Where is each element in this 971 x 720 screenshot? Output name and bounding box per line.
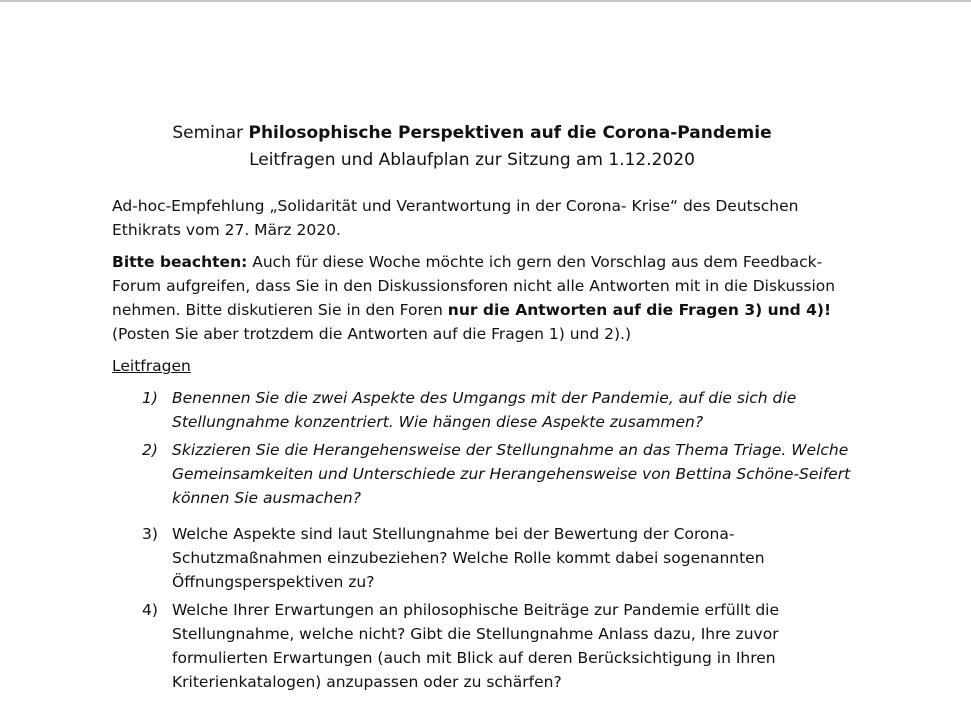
list-item-number: 2) — [142, 441, 158, 459]
notice-label: Bitte beachten: — [112, 253, 248, 271]
top-divider — [0, 0, 971, 2]
list-item — [142, 522, 852, 594]
list-item-text: Welche Ihrer Erwartungen an philosophische Beiträge zur Pandemie erfüllt die Stellungnahme, welche nicht? Gibt die Stellungnahme Anlass dazu, Ihre zuvor formulierten Erwartungen (auch mit Blick auf deren Berücksichtigung in Ihren Kriterienkatalogen) anzupassen oder zu schärfen? — [172, 601, 780, 691]
list-item-number: 1) — [142, 389, 158, 407]
leitfragen-heading: Leitfragen — [112, 357, 191, 375]
notice-text-2: (Posten Sie aber trotzdem die Antworten auf die Fragen 1) und 2).) — [112, 325, 631, 343]
list-item — [142, 598, 852, 694]
list-item-text: Welche Aspekte sind laut Stellungnahme bei der Bewertung der Corona-Schutzmaßnahmen einzubeziehen? Welche Rolle kommt dabei sogenannten Öffnungsperspektiven zu? — [172, 525, 765, 591]
notice-text-1: Auch für diese Woche möchte ich gern den Vorschlag aus dem Feedback-Forum aufgreifen, dass Sie in den Diskussionsforen nicht alle Antworten mit in die Diskussion nehmen. Bitte diskutieren Sie in den Foren — [112, 253, 836, 319]
seminar-title-line — [92, 120, 852, 147]
leitfragen-list — [112, 386, 852, 694]
list-item — [142, 386, 852, 434]
document-page — [112, 120, 852, 698]
session-subtitle: Leitfragen und Ablaufplan zur Sitzung am 1.12.2020 — [249, 150, 695, 170]
intro-paragraph: Ad-hoc-Empfehlung „Solidarität und Verantwortung in der Corona- Krise“ des Deutschen Ethikrats vom 27. März 2020. — [112, 197, 799, 239]
notice-paragraph — [112, 250, 852, 346]
document-header — [92, 120, 852, 174]
seminar-title: Philosophische Perspektiven auf die Corona-Pandemie — [248, 123, 772, 143]
list-item — [142, 438, 852, 510]
list-item-number: 4) — [142, 601, 158, 619]
notice-emphasis: nur die Antworten auf die Fragen 3) und 4)! — [447, 301, 832, 319]
list-item-text: Skizzieren Sie die Herangehensweise der Stellungnahme an das Thema Triage. Welche Gemeinsamkeiten und Unterschiede zur Herangehensweise von Bettina Schöne-Seifert können Sie ausmachen? — [172, 441, 851, 507]
list-item-number: 3) — [142, 525, 158, 543]
seminar-prefix: Seminar — [172, 123, 249, 143]
list-item-text: Benennen Sie die zwei Aspekte des Umgangs mit der Pandemie, auf die sich die Stellungnahme konzentriert. Wie hängen diese Aspekte zusammen? — [172, 389, 797, 431]
